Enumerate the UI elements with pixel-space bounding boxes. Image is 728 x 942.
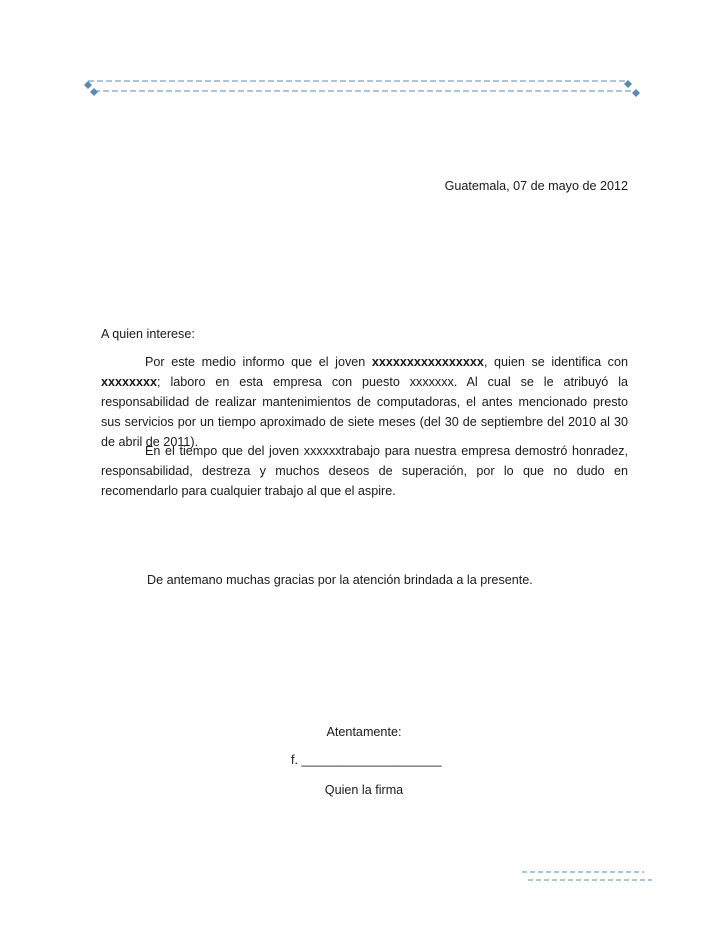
letter-date: Guatemala, 07 de mayo de 2012 xyxy=(444,179,628,193)
body-paragraph-2 xyxy=(101,441,628,501)
employee-id: xxxxxxxx xyxy=(101,375,158,389)
paragraph1-part3: ; laboro en esta empresa con puesto xxxxxxx. Al cual se le atribuyó la responsabilidad de realizar mantenimientos de computadoras, el antes mencionado presto sus servicios por un tiempo aproximado de siete meses (del 30 de septiembre del 2010 al 30 de abril de 2011). xyxy=(101,375,628,449)
body-paragraph-1 xyxy=(101,352,628,452)
closing: Atentamente: xyxy=(326,725,402,739)
paragraph2-text: En el tiempo que del joven xxxxxxtrabajo para nuestra empresa demostró honradez, responsabilidad, destreza y muchos deseos de superación, por lo que no dudo en recomendarlo para cualquier trabajo al que el aspire. xyxy=(101,444,628,498)
paragraph1-part1: Por este medio informo que el joven xyxy=(145,355,372,369)
employee-name: xxxxxxxxxxxxxxxx xyxy=(371,355,484,369)
bottom-decorative-border xyxy=(518,868,658,884)
signature-line: f. ____________________ xyxy=(291,753,442,767)
thanks-line: De antemano muchas gracias por la atención brindada a la presente. xyxy=(147,573,533,587)
top-decorative-border xyxy=(80,74,642,100)
salutation: A quien interese: xyxy=(101,327,195,341)
paragraph1-part2: , quien se identifica con xyxy=(483,355,628,369)
signer-label: Quien la firma xyxy=(324,783,404,797)
